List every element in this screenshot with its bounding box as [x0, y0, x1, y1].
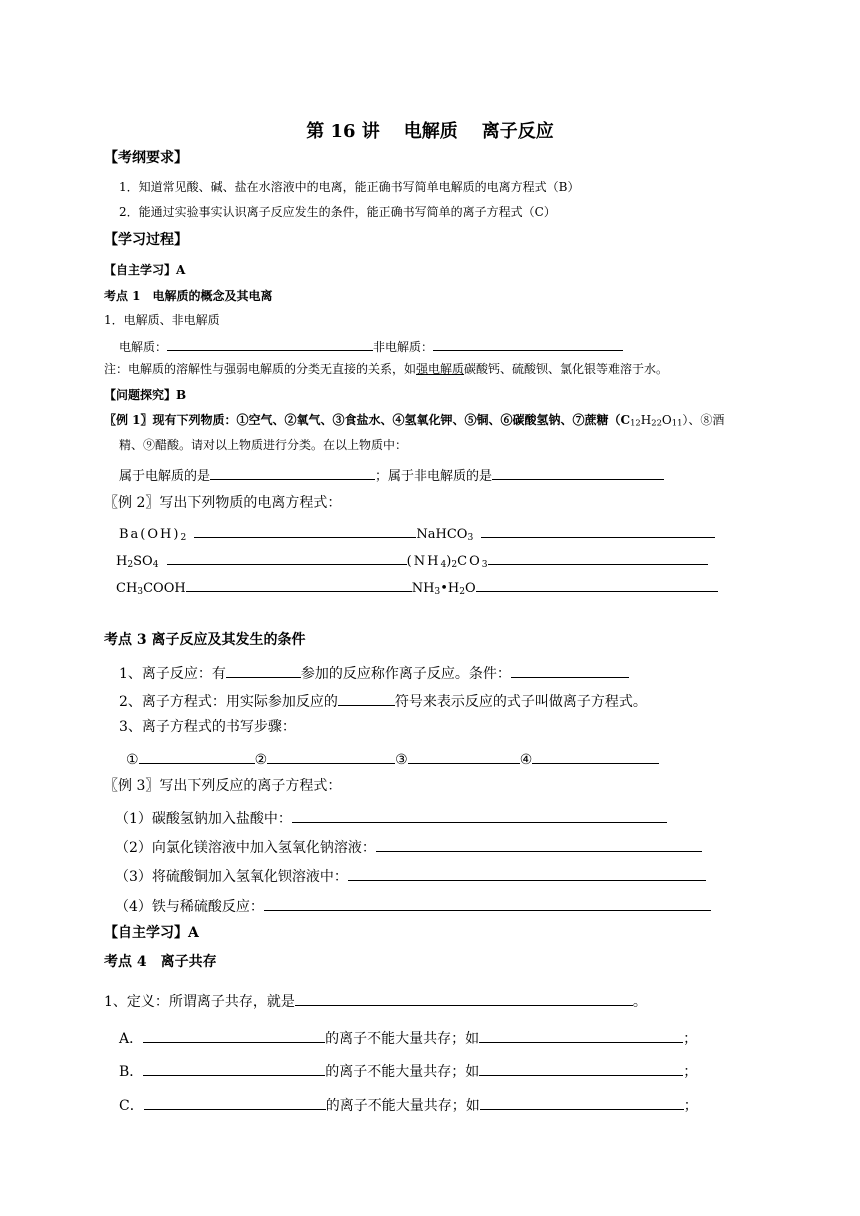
- formula-sub: 3: [481, 559, 488, 570]
- inquiry-heading: 【问题探究】B: [104, 388, 187, 402]
- example-2-row-3: [116, 578, 718, 595]
- self-study-heading-2: 【自主学习】A: [104, 925, 199, 941]
- formula-sub: 3: [434, 586, 441, 597]
- formula-nh4: (NH: [406, 554, 441, 569]
- item-2-blank[interactable]: [376, 837, 702, 852]
- step-4-blank[interactable]: [532, 749, 659, 764]
- ex1-o: O: [661, 413, 672, 427]
- note-text: 注：电解质的溶解性与强弱电解质的分类无直接的关系，如: [104, 362, 417, 376]
- point4-heading: 考点 4 离子共存: [104, 954, 217, 970]
- nonelec-blank[interactable]: [433, 338, 623, 351]
- step-3-label: ③: [395, 752, 408, 768]
- example-3-item-3: [115, 866, 706, 884]
- item-1-blank[interactable]: [292, 808, 667, 823]
- item-label: （1）碳酸氢钠加入盐酸中：: [115, 811, 292, 827]
- ex1-sub: 12: [630, 417, 641, 428]
- formula-o: O: [465, 581, 476, 596]
- l1-blank-1[interactable]: [226, 663, 301, 678]
- formula-sub: 3: [137, 586, 144, 597]
- l1-text: 1、离子反应：有: [119, 666, 226, 682]
- option-mid: 的离子不能大量共存；如: [325, 1031, 480, 1047]
- option-a-blank-1[interactable]: [143, 1028, 325, 1043]
- formula-sub: 4: [152, 559, 159, 570]
- example-1-line-1: [104, 414, 724, 426]
- option-end: ；: [683, 1098, 698, 1114]
- q-nonelec-label: ；属于非电解质的是: [375, 469, 493, 484]
- kaogang-heading: 【考纲要求】: [104, 150, 188, 166]
- l2-blank[interactable]: [338, 691, 395, 706]
- step-1-label: ①: [126, 752, 139, 768]
- point3-heading: 考点 3 离子反应及其发生的条件: [104, 632, 306, 648]
- def-text: 1、定义：所谓离子共存，就是: [104, 994, 295, 1010]
- formula-sub: 2: [451, 559, 458, 570]
- point1-note: [104, 363, 668, 375]
- baoh2-blank[interactable]: [194, 524, 416, 538]
- kaogang-item-2: 2．能通过实验事实认识离子反应发生的条件，能正确书写简单的离子方程式（C）: [119, 205, 556, 219]
- example-1-line-2: 精、⑨醋酸。请对以上物质进行分类。在以上物质中：: [119, 438, 408, 452]
- option-label: A．: [119, 1031, 144, 1047]
- formula-sub: 2: [180, 532, 187, 543]
- example-3-heading: 〖例 3〗写出下列反应的离子方程式：: [104, 778, 342, 794]
- option-end: ；: [683, 1064, 698, 1080]
- note-underlined: 强电解质: [416, 362, 465, 376]
- formula-co: CO: [457, 554, 482, 569]
- def-blank[interactable]: [295, 991, 633, 1006]
- self-study-heading-1: 【自主学习】A: [104, 263, 186, 277]
- formula-h2so4-b: SO: [133, 554, 153, 569]
- example-3-item-1: [115, 808, 667, 826]
- ex1-text: 〖例 1〗现有下列物质：①空气、②氧气、③食盐水、④氢氧化钾、⑤铜、⑥碳酸氢钠、⑦蔗糖（C: [104, 413, 631, 427]
- example-2-row-2: [116, 551, 708, 568]
- option-c-blank-2[interactable]: [480, 1095, 684, 1110]
- option-mid: 的离子不能大量共存；如: [325, 1098, 480, 1114]
- h2so4-blank[interactable]: [167, 551, 407, 565]
- formula-sub: 3: [467, 532, 474, 543]
- ex1-sub: 11: [671, 417, 683, 428]
- nahco3-blank[interactable]: [481, 524, 715, 538]
- def-end: 。: [632, 994, 647, 1010]
- title-lecture: 第 16 讲: [306, 121, 380, 142]
- step-4-label: ④: [519, 752, 533, 768]
- q-nonelec-blank[interactable]: [492, 466, 664, 480]
- point3-line-1: [119, 663, 629, 681]
- item-4-blank-b[interactable]: [354, 896, 711, 911]
- q-elec-blank[interactable]: [210, 466, 375, 480]
- option-end: ；: [683, 1031, 698, 1047]
- example-2-row-1: [119, 524, 715, 541]
- point1-heading: 考点 1 电解质的概念及其电离: [104, 289, 273, 303]
- formula-nh3h2o: NH: [411, 581, 435, 596]
- point1-sub: 1．电解质、非电解质: [104, 313, 220, 327]
- step-1-blank[interactable]: [139, 749, 255, 764]
- item-label: （3）将硫酸铜加入氢氧化钡溶液中：: [115, 869, 348, 885]
- l2-text-2: 符号来表示反应的式子叫做离子方程式。: [394, 694, 647, 710]
- formula-h2so4: H: [116, 554, 128, 569]
- item-label: （2）向氯化镁溶液中加入氢氧化钠溶液：: [115, 840, 376, 856]
- l1-text-2: 参加的反应称作离子反应。条件：: [300, 666, 511, 682]
- q-elec-label: 属于电解质的是: [119, 469, 211, 484]
- nh42co3-blank[interactable]: [488, 551, 708, 565]
- formula-dot-h: •H: [440, 581, 460, 596]
- point4-option-a: [119, 1028, 697, 1046]
- formula-cooh: COOH: [143, 581, 186, 596]
- title-topic-1: 电解质: [403, 121, 458, 142]
- formula-nahco3: NaHCO: [416, 527, 468, 542]
- formula-sub: 2: [127, 559, 134, 570]
- formula-sub: 4: [440, 559, 447, 570]
- point3-steps: [126, 749, 659, 767]
- option-label: C．: [119, 1098, 144, 1114]
- option-b-blank-2[interactable]: [479, 1061, 683, 1076]
- ex1-text-end: ）、⑧酒: [682, 413, 725, 427]
- example-3-item-2: [115, 837, 702, 855]
- formula-ch3cooh: CH: [116, 581, 138, 596]
- nonelec-label: 非电解质：: [373, 340, 434, 354]
- l2-text: 2、离子方程式：用实际参加反应的: [119, 694, 338, 710]
- ex1-h: H: [640, 413, 652, 427]
- step-3-blank[interactable]: [408, 749, 520, 764]
- formula-paren: ): [446, 554, 452, 569]
- formula-sub: 2: [459, 586, 466, 597]
- point4-option-c: [119, 1095, 698, 1113]
- step-2-blank[interactable]: [267, 749, 395, 764]
- item-label: （4）铁与稀硫酸反应：: [115, 899, 264, 915]
- elec-blank[interactable]: [167, 338, 373, 351]
- ex1-sub: 22: [651, 417, 662, 428]
- option-label: B．: [119, 1064, 144, 1080]
- point4-definition: [104, 991, 647, 1009]
- example-1-question: [119, 466, 664, 483]
- title-topic-2: 离子反应: [481, 121, 554, 142]
- point3-line-3: 3、离子方程式的书写步骤：: [119, 719, 296, 735]
- note-text-end: 碳酸钙、硫酸钡、氯化银等难溶于水。: [464, 362, 669, 376]
- step-2-label: ②: [254, 752, 268, 768]
- option-mid: 的离子不能大量共存；如: [325, 1064, 480, 1080]
- option-a-blank-2[interactable]: [479, 1028, 683, 1043]
- point4-option-b: [119, 1061, 697, 1079]
- elec-label: 电解质：: [119, 340, 168, 354]
- example-2-heading: 〖例 2〗写出下列物质的电离方程式：: [104, 495, 342, 511]
- item-3-blank[interactable]: [348, 866, 706, 881]
- l1-blank-2[interactable]: [511, 663, 629, 678]
- option-c-blank-1[interactable]: [144, 1095, 326, 1110]
- point1-definitions: [119, 338, 623, 353]
- ch3cooh-blank[interactable]: [186, 578, 412, 592]
- kaogang-item-1: 1．知道常见酸、碱、盐在水溶液中的电离，能正确书写简单电解质的电离方程式（B）: [119, 180, 580, 194]
- page-title: [0, 117, 860, 143]
- point3-line-2: [119, 691, 647, 709]
- example-3-item-4: [115, 896, 711, 914]
- formula-baoh2: Ba(OH): [119, 527, 181, 542]
- nh3h2o-blank[interactable]: [476, 578, 718, 592]
- process-heading: 【学习过程】: [104, 232, 188, 248]
- option-b-blank-1[interactable]: [143, 1061, 325, 1076]
- item-4-blank-a[interactable]: [264, 896, 354, 911]
